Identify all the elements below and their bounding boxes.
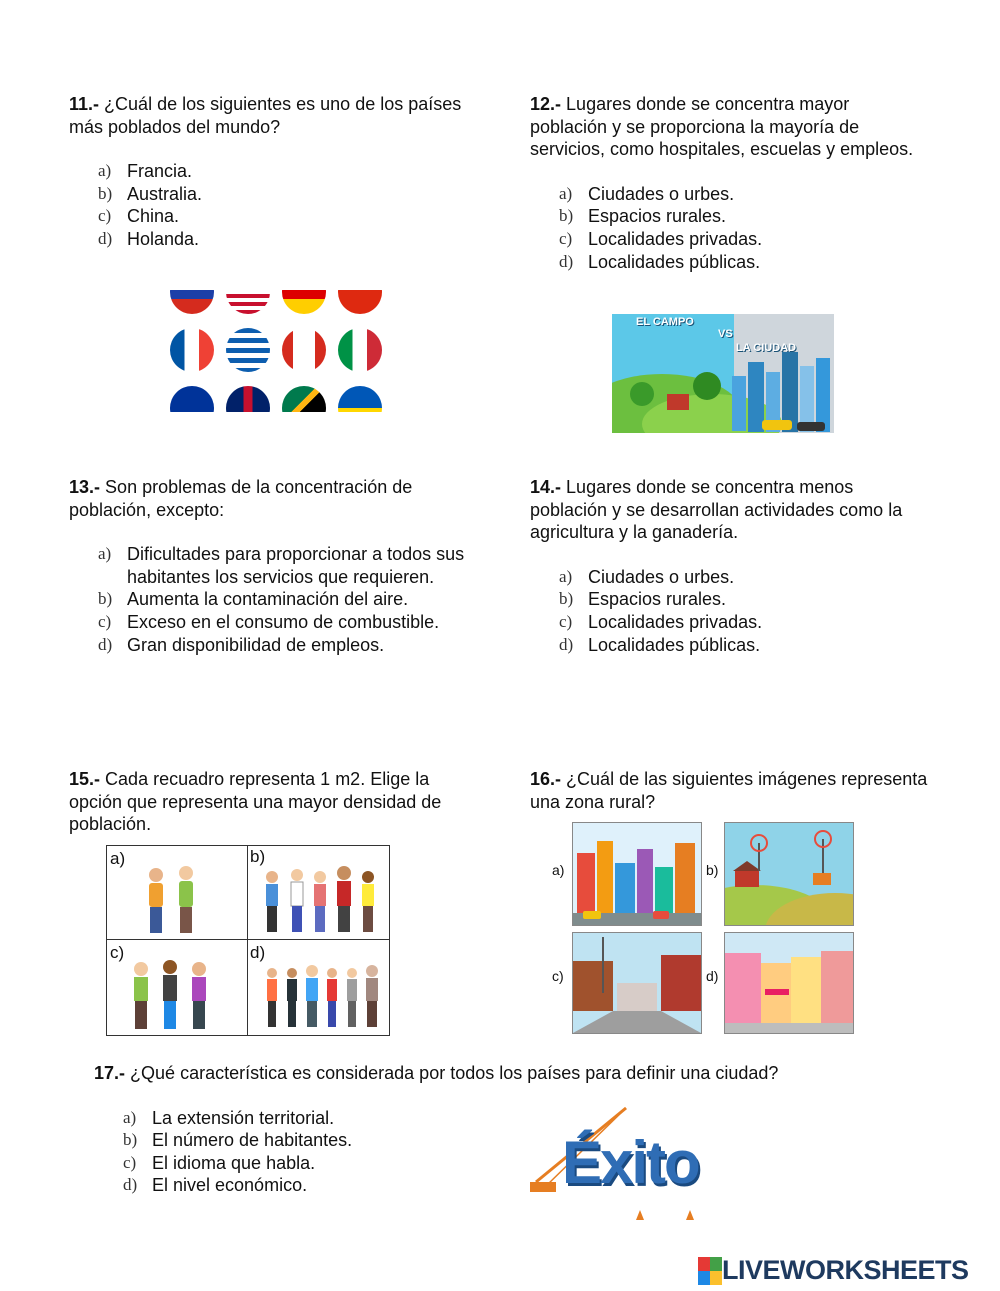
campo-label: EL CAMPO <box>636 316 694 328</box>
zone-label-d: d) <box>706 968 719 984</box>
option-11-b[interactable]: b) Australia. <box>98 183 203 204</box>
option-17-a[interactable]: a) La extensión territorial. <box>123 1107 335 1128</box>
brand-name: LIVEWORKSHEETS <box>722 1255 969 1285</box>
option-17-d[interactable]: d) El nivel económico. <box>123 1175 308 1196</box>
question-16-stem: 16.- ¿Cuál de las siguientes imágenes representa una zona rural? <box>530 769 928 812</box>
density-label-d: d) <box>250 943 266 962</box>
zone-label-b: b) <box>706 862 719 878</box>
density-label-b: b) <box>250 847 266 866</box>
option-17-c[interactable]: c) El idioma que habla. <box>123 1152 316 1173</box>
option-13-d[interactable]: d) Gran disponibilidad de empleos. <box>98 634 385 655</box>
exito-image <box>526 1102 718 1226</box>
question-17 <box>94 1062 894 1197</box>
flag-canada-icon <box>282 328 326 372</box>
flag-china-icon <box>338 290 382 314</box>
flags-image <box>168 290 384 412</box>
flag-uk-icon <box>226 386 270 412</box>
option-14-c[interactable]: c) Localidades privadas. <box>559 611 763 632</box>
flag-ukraine-icon <box>338 386 382 412</box>
question-15-stem: 15.- Cada recuadro representa 1 m2. Elige la opción que representa una mayor densidad de población. <box>69 769 442 835</box>
density-grid-image <box>106 845 390 1036</box>
option-13-b[interactable]: b) Aumenta la contaminación del aire. <box>98 589 409 610</box>
flag-south-africa-icon <box>282 386 326 412</box>
option-11-a[interactable]: a) Francia. <box>98 161 193 182</box>
question-11-options <box>69 160 469 250</box>
zones-image <box>548 822 854 1034</box>
option-13-c[interactable]: c) Exceso en el consumo de combustible. <box>98 611 440 632</box>
option-17-b[interactable]: b) El número de habitantes. <box>123 1130 353 1151</box>
question-13-options <box>69 543 479 656</box>
density-label-c: c) <box>110 943 125 962</box>
liveworksheets-logo[interactable] <box>698 1255 969 1286</box>
flag-italy-icon <box>338 328 382 372</box>
option-11-c[interactable]: c) China. <box>98 206 180 227</box>
question-14-stem: 14.- Lugares donde se concentra menos población y se desarrollan actividades como la agricultura y la ganadería. <box>530 477 903 543</box>
density-label-a: a) <box>110 849 126 868</box>
zone-option-d[interactable] <box>724 932 854 1034</box>
question-15 <box>69 768 479 836</box>
question-13-stem: 13.- Son problemas de la concentración de población, excepto: <box>69 477 413 520</box>
question-16 <box>530 768 930 813</box>
option-14-d[interactable]: d) Localidades públicas. <box>559 634 761 655</box>
zone-label-c: c) <box>552 968 564 984</box>
people-illustration <box>106 845 390 1036</box>
question-12-stem: 12.- Lugares donde se concentra mayor población y se proporciona la mayoría de servicios, como hospitales, escuelas y empleos. <box>530 94 914 160</box>
option-14-b[interactable]: b) Espacios rurales. <box>559 589 727 610</box>
zone-label-a: a) <box>552 862 565 878</box>
question-17-options <box>94 1107 894 1197</box>
option-13-a[interactable]: a) Dificultades para proporcionar a todos sus habitantes los servicios que requieren. <box>98 544 465 587</box>
question-14-options <box>530 566 930 656</box>
option-12-b[interactable]: b) Espacios rurales. <box>559 206 727 227</box>
question-17-stem: 17.- ¿Qué característica es considerada por todos los países para definir una ciudad? <box>94 1063 779 1083</box>
flag-eu-icon <box>170 386 214 412</box>
live-badge-icon <box>698 1257 722 1285</box>
ciudad-label: LA CIUDAD <box>736 342 797 354</box>
question-12-options <box>530 183 920 273</box>
question-14 <box>530 476 930 656</box>
flag-russia-icon <box>170 290 214 314</box>
zone-option-b[interactable] <box>724 822 854 926</box>
flag-usa-icon <box>226 290 270 314</box>
option-12-a[interactable]: a) Ciudades o urbes. <box>559 183 735 204</box>
question-12 <box>530 93 920 273</box>
option-12-c[interactable]: c) Localidades privadas. <box>559 228 763 249</box>
question-11 <box>69 93 469 251</box>
question-13 <box>69 476 479 656</box>
option-11-d[interactable]: d) Holanda. <box>98 228 200 249</box>
flag-france-icon <box>170 328 214 372</box>
exito-word: Éxito <box>562 1129 699 1196</box>
flag-greece-icon <box>226 328 270 372</box>
option-14-a[interactable]: a) Ciudades o urbes. <box>559 566 735 587</box>
vs-label: VS <box>718 328 733 340</box>
zone-option-a[interactable] <box>572 822 702 926</box>
flag-germany-icon <box>282 290 326 314</box>
zone-option-c[interactable] <box>572 932 702 1034</box>
question-11-stem: 11.- ¿Cuál de los siguientes es uno de los países más poblados del mundo? <box>69 94 462 137</box>
option-12-d[interactable]: d) Localidades públicas. <box>559 251 761 272</box>
campo-vs-ciudad-image <box>612 314 834 433</box>
